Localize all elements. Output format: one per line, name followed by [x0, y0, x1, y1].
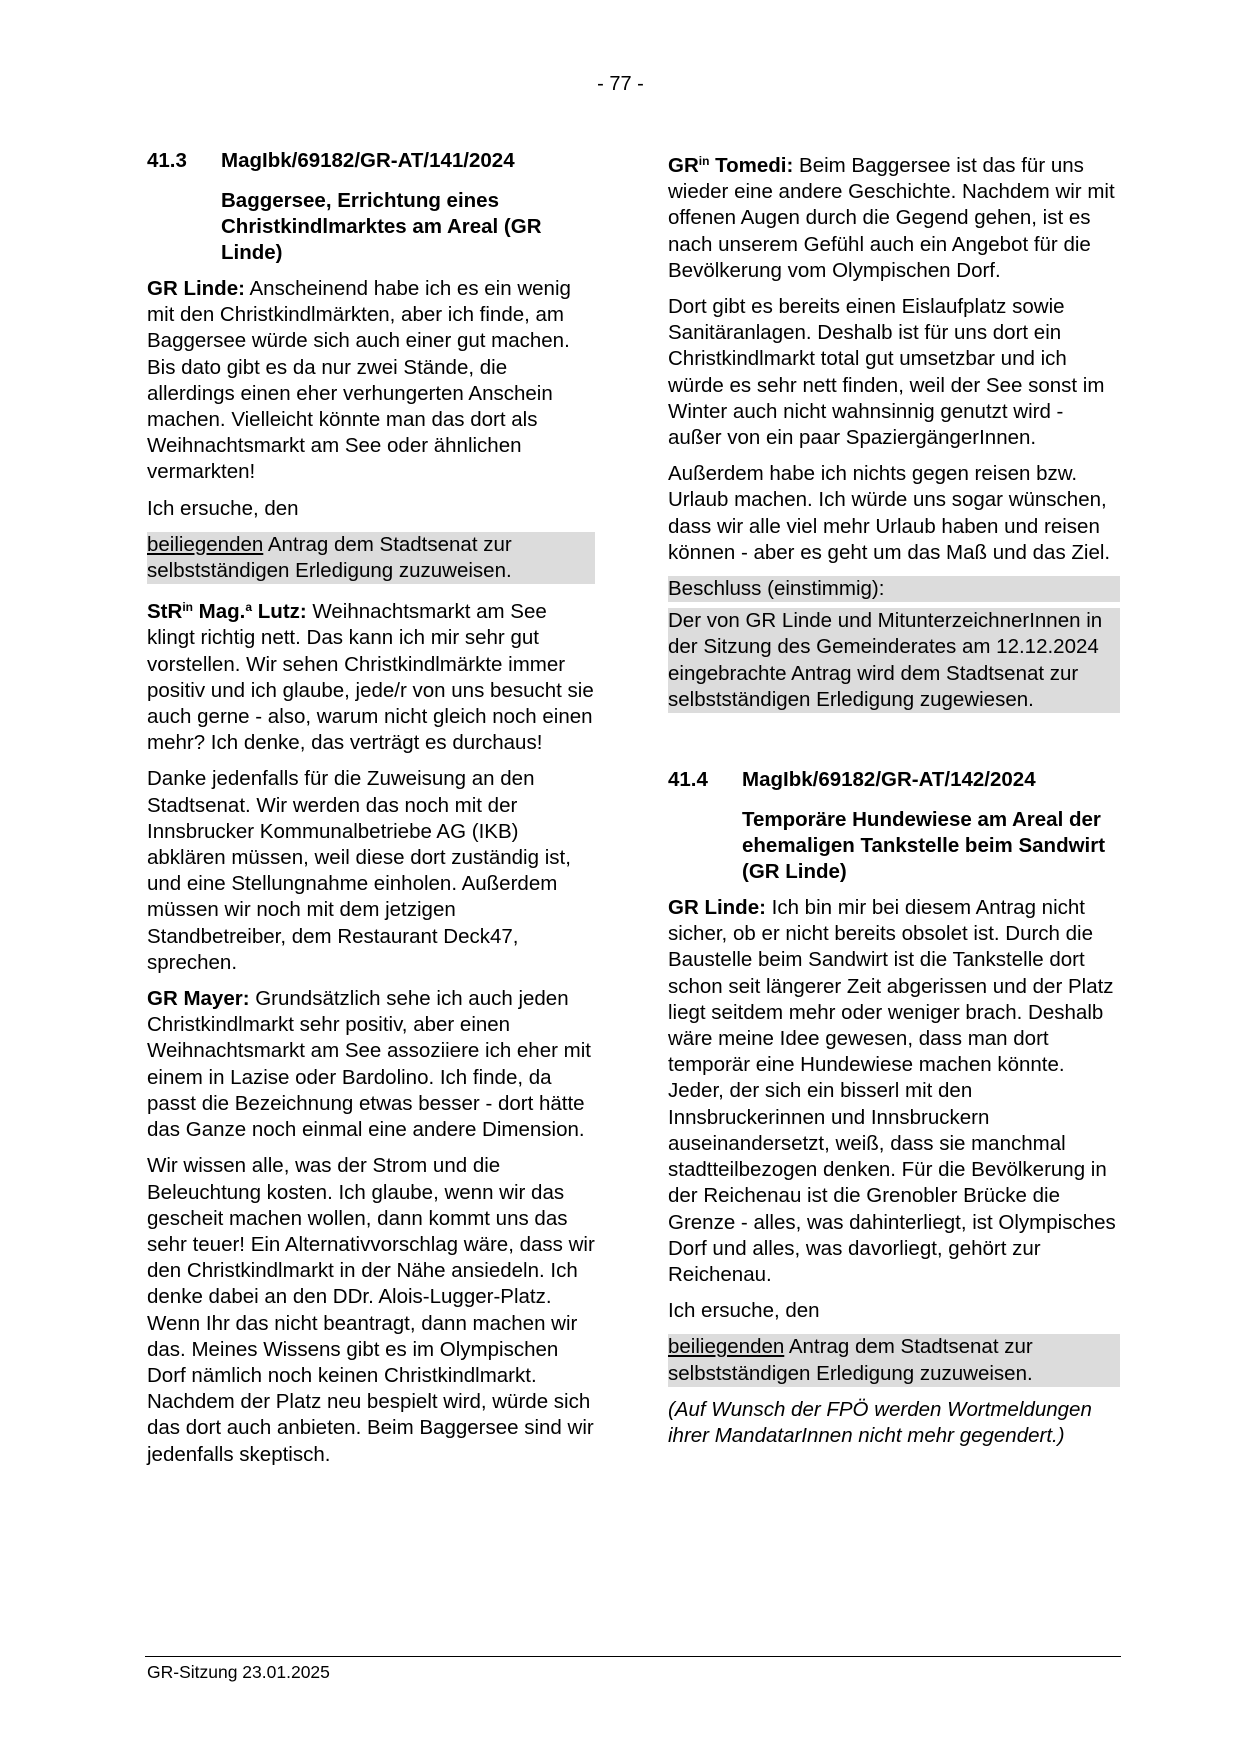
speaker-name: StR$^{in}$ Mag.$^a$ Lutz:	[147, 600, 307, 624]
speaker-name: GR Linde:	[668, 896, 766, 920]
agenda-item-header	[668, 767, 1120, 793]
paragraph: Dort gibt es bereits einen Eislaufplatz sowie Sanitäranlagen. Deshalb ist für uns dort ein Christkindlmarkt total gut umsetzbar und ich würde es sehr nett finden, weil der See sonst im Winter auch nicht wahnsinnig genutzt wird - außer von ein paar SpaziergängerInnen.	[668, 295, 1105, 450]
right-column	[668, 148, 1120, 1459]
motion-box: beiliegenden Antrag dem Stadtsenat zur selbstständigen Erledigung zuzuweisen.	[147, 532, 595, 584]
paragraph: Ich ersuche, den	[147, 496, 299, 520]
motion-box: beiliegenden Antrag dem Stadtsenat zur selbstständigen Erledigung zuzuweisen.	[668, 1334, 1120, 1386]
speech-paragraph: GR Mayer: Grundsätzlich sehe ich auch jeden Christkindlmarkt sehr positiv, aber einen Weihnachtsmarkt am See assoziiere ich eher mit einem in Lazise oder Bardolino. Ich finde, da passt die Bezeichnung etwas besser - dort hätte das Ganze noch einmal eine andere Dimension.	[147, 987, 591, 1142]
speech-paragraph: GR Linde: Anscheinend habe ich es ein wenig mit den Christkindlmärkten, aber ich finde, am Baggersee würde sich auch einer gut machen. Bis dato gibt es da nur zwei Stände, die allerdings einen eher verhungerten Anschein machen. Vielleicht könnte man das dort als Weihnachtsmarkt am See oder ähnlichen vermarkten!	[147, 277, 571, 484]
decision-box	[668, 608, 1120, 713]
footer-divider	[145, 1656, 1121, 1657]
page-number: - 77 -	[597, 73, 644, 95]
agenda-item-number: 41.4	[668, 768, 708, 792]
decision-label: Beschluss (einstimmig):	[668, 577, 885, 601]
speaker-name: GR Linde:	[147, 277, 245, 300]
paragraph: Außerdem habe ich nichts gegen reisen bzw. Urlaub machen. Ich würde uns sogar wünschen, dass wir alle viel mehr Urlaub haben und reisen können - aber es geht um das Maß und das Ziel.	[668, 462, 1111, 564]
agenda-item-number: 41.3	[147, 149, 187, 172]
decision-label-box	[668, 576, 1120, 602]
paragraph: Danke jedenfalls für die Zuweisung an den Stadtsenat. Wir werden das noch mit der Innsbrucker Kommunalbetriebe AG (IKB) abklären müssen, weil diese dort zuständig ist, und eine Stellungnahme einholen. Außerdem müssen wir noch mit dem jetzigen Standbetreiber, dem Restaurant Deck47, sprechen.	[147, 767, 571, 974]
agenda-item-code: MagIbk/69182/GR-AT/142/2024	[742, 768, 1036, 792]
decision-text: Der von GR Linde und MitunterzeichnerInnen in der Sitzung des Gemeinderates am 12.12.2024 eingebrachte Antrag wird dem Stadtsenat zur selbstständigen Erledigung zugewiesen.	[668, 609, 1103, 711]
speech-paragraph: StR$^{in}$ Mag.$^a$ Lutz: Weihnachtsmarkt am See klingt richtig nett. Das kann ich mir sehr gut vorstellen. Wir sehen Christkindlmärkte immer positiv und ich glaube, jede/r von uns besucht sie auch gerne - also, warum nicht gleich noch einen mehr? Ich denke, das verträgt es durchaus!	[147, 600, 594, 755]
paragraph: Ich ersuche, den	[668, 1299, 820, 1323]
agenda-item-title: Baggersee, Errichtung eines Christkindlmarktes am Areal (GR Linde)	[221, 189, 542, 264]
speaker-name: GR Mayer:	[147, 987, 250, 1011]
footer-text: GR-Sitzung 23.01.2025	[147, 1662, 330, 1682]
left-column	[147, 148, 595, 1478]
gender-note: (Auf Wunsch der FPÖ werden Wortmeldungen ihrer MandatarInnen nicht mehr gegendert.)	[668, 1397, 1092, 1447]
speech-paragraph: $GR^{in}$ Tomedi: Beim Baggersee ist das für uns wieder eine andere Geschichte. Nachdem wir mit offenen Augen durch die Gegend gehen, ist es nach unserem Gefühl auch ein Angebot für die Bevölkerung vom Olympischen Dorf.	[668, 154, 1115, 282]
agenda-item-code: MagIbk/69182/GR-AT/141/2024	[221, 149, 515, 172]
paragraph: Wir wissen alle, was der Strom und die Beleuchtung kosten. Ich glaube, wenn wir das gescheit machen wollen, dann kommt uns das sehr teuer! Ein Alternativvorschlag wäre, dass wir den Christkindlmarkt in der Nähe ansiedeln. Ich denke dabei an den DDr. Alois-Lugger-Platz. Wenn Ihr das nicht beantragt, dann machen wir das. Meines Wissens gibt es im Olympischen Dorf nämlich noch keinen Christkindlmarkt. Nachdem der Platz neu bespielt wird, würde sich das dort auch anbieten. Beim Baggersee sind wir jedenfalls skeptisch.	[147, 1154, 595, 1466]
speech-paragraph: GR Linde: Ich bin mir bei diesem Antrag nicht sicher, ob er nicht bereits obsolet ist. Durch die Baustelle beim Sandwirt ist die Tankstelle dort schon seit längerer Zeit abgerissen und der Platz liegt seitdem mehr oder weniger brach. Deshalb wäre meine Idee gewesen, dass man dort temporär eine Hundewiese machen könnte. Jeder, der sich ein bisserl mit den Innsbruckerinnen und Innsbruckern auseinandersetzt, weiß, dass sie manchmal stadtteilbezogen denken. Für die Bevölkerung in der Reichenau ist die Grenobler Brücke die Grenze - alles, was dahinterliegt, ist Olympisches Dorf und alles, was davorliegt, gehört zur Reichenau.	[668, 896, 1116, 1286]
speaker-name: $GR^{in}$ Tomedi:	[668, 154, 794, 177]
agenda-item-header	[147, 148, 595, 174]
agenda-item-title: Temporäre Hundewiese am Areal der ehemaligen Tankstelle beim Sandwirt (GR Linde)	[742, 808, 1106, 884]
